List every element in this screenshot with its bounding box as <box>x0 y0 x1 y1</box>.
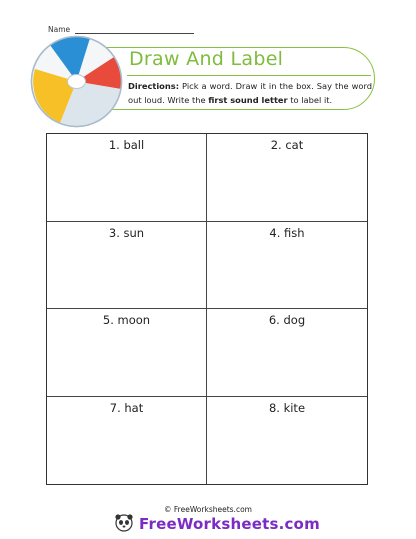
name-field-line[interactable] <box>75 33 194 34</box>
directions-part-2: to label it. <box>287 94 333 105</box>
beach-ball-icon <box>30 35 123 128</box>
cell-label: 7. hat <box>109 400 144 415</box>
directions-text <box>128 80 372 107</box>
directions-label: Directions: <box>128 81 180 91</box>
drawing-box-sun[interactable] <box>47 222 207 310</box>
brand-name: FreeWorksheets.com <box>139 515 320 533</box>
drawing-box-cat[interactable] <box>207 134 367 222</box>
cell-label: 8. kite <box>268 400 306 415</box>
directions-part-1: Pick a word. Draw it in the box. Say the word out loud. Write the <box>128 81 372 105</box>
drawing-box-kite[interactable] <box>207 397 367 485</box>
cell-label: 5. moon <box>102 313 151 327</box>
footer-brand[interactable] <box>114 513 320 535</box>
cell-label: 4. fish <box>269 225 305 240</box>
drawing-box-moon[interactable] <box>47 309 207 397</box>
drawing-box-ball[interactable] <box>47 134 207 222</box>
copyright-text: © FreeWorksheets.com <box>164 505 252 514</box>
cell-label: 6. dog <box>268 313 306 327</box>
drawing-box-hat[interactable] <box>47 397 207 485</box>
drawing-grid <box>46 133 368 485</box>
title-divider <box>127 75 371 76</box>
directions-bold-phrase: first sound letter <box>208 94 288 105</box>
worksheet-title: Draw And Label <box>129 48 284 70</box>
name-label: Name <box>48 25 71 34</box>
drawing-box-fish[interactable] <box>207 222 367 310</box>
cell-label: 1. ball <box>108 138 145 152</box>
panda-logo-icon <box>114 512 134 536</box>
cell-label: 3. sun <box>108 225 145 240</box>
cell-label: 2. cat <box>270 138 304 152</box>
drawing-box-dog[interactable] <box>207 309 367 397</box>
